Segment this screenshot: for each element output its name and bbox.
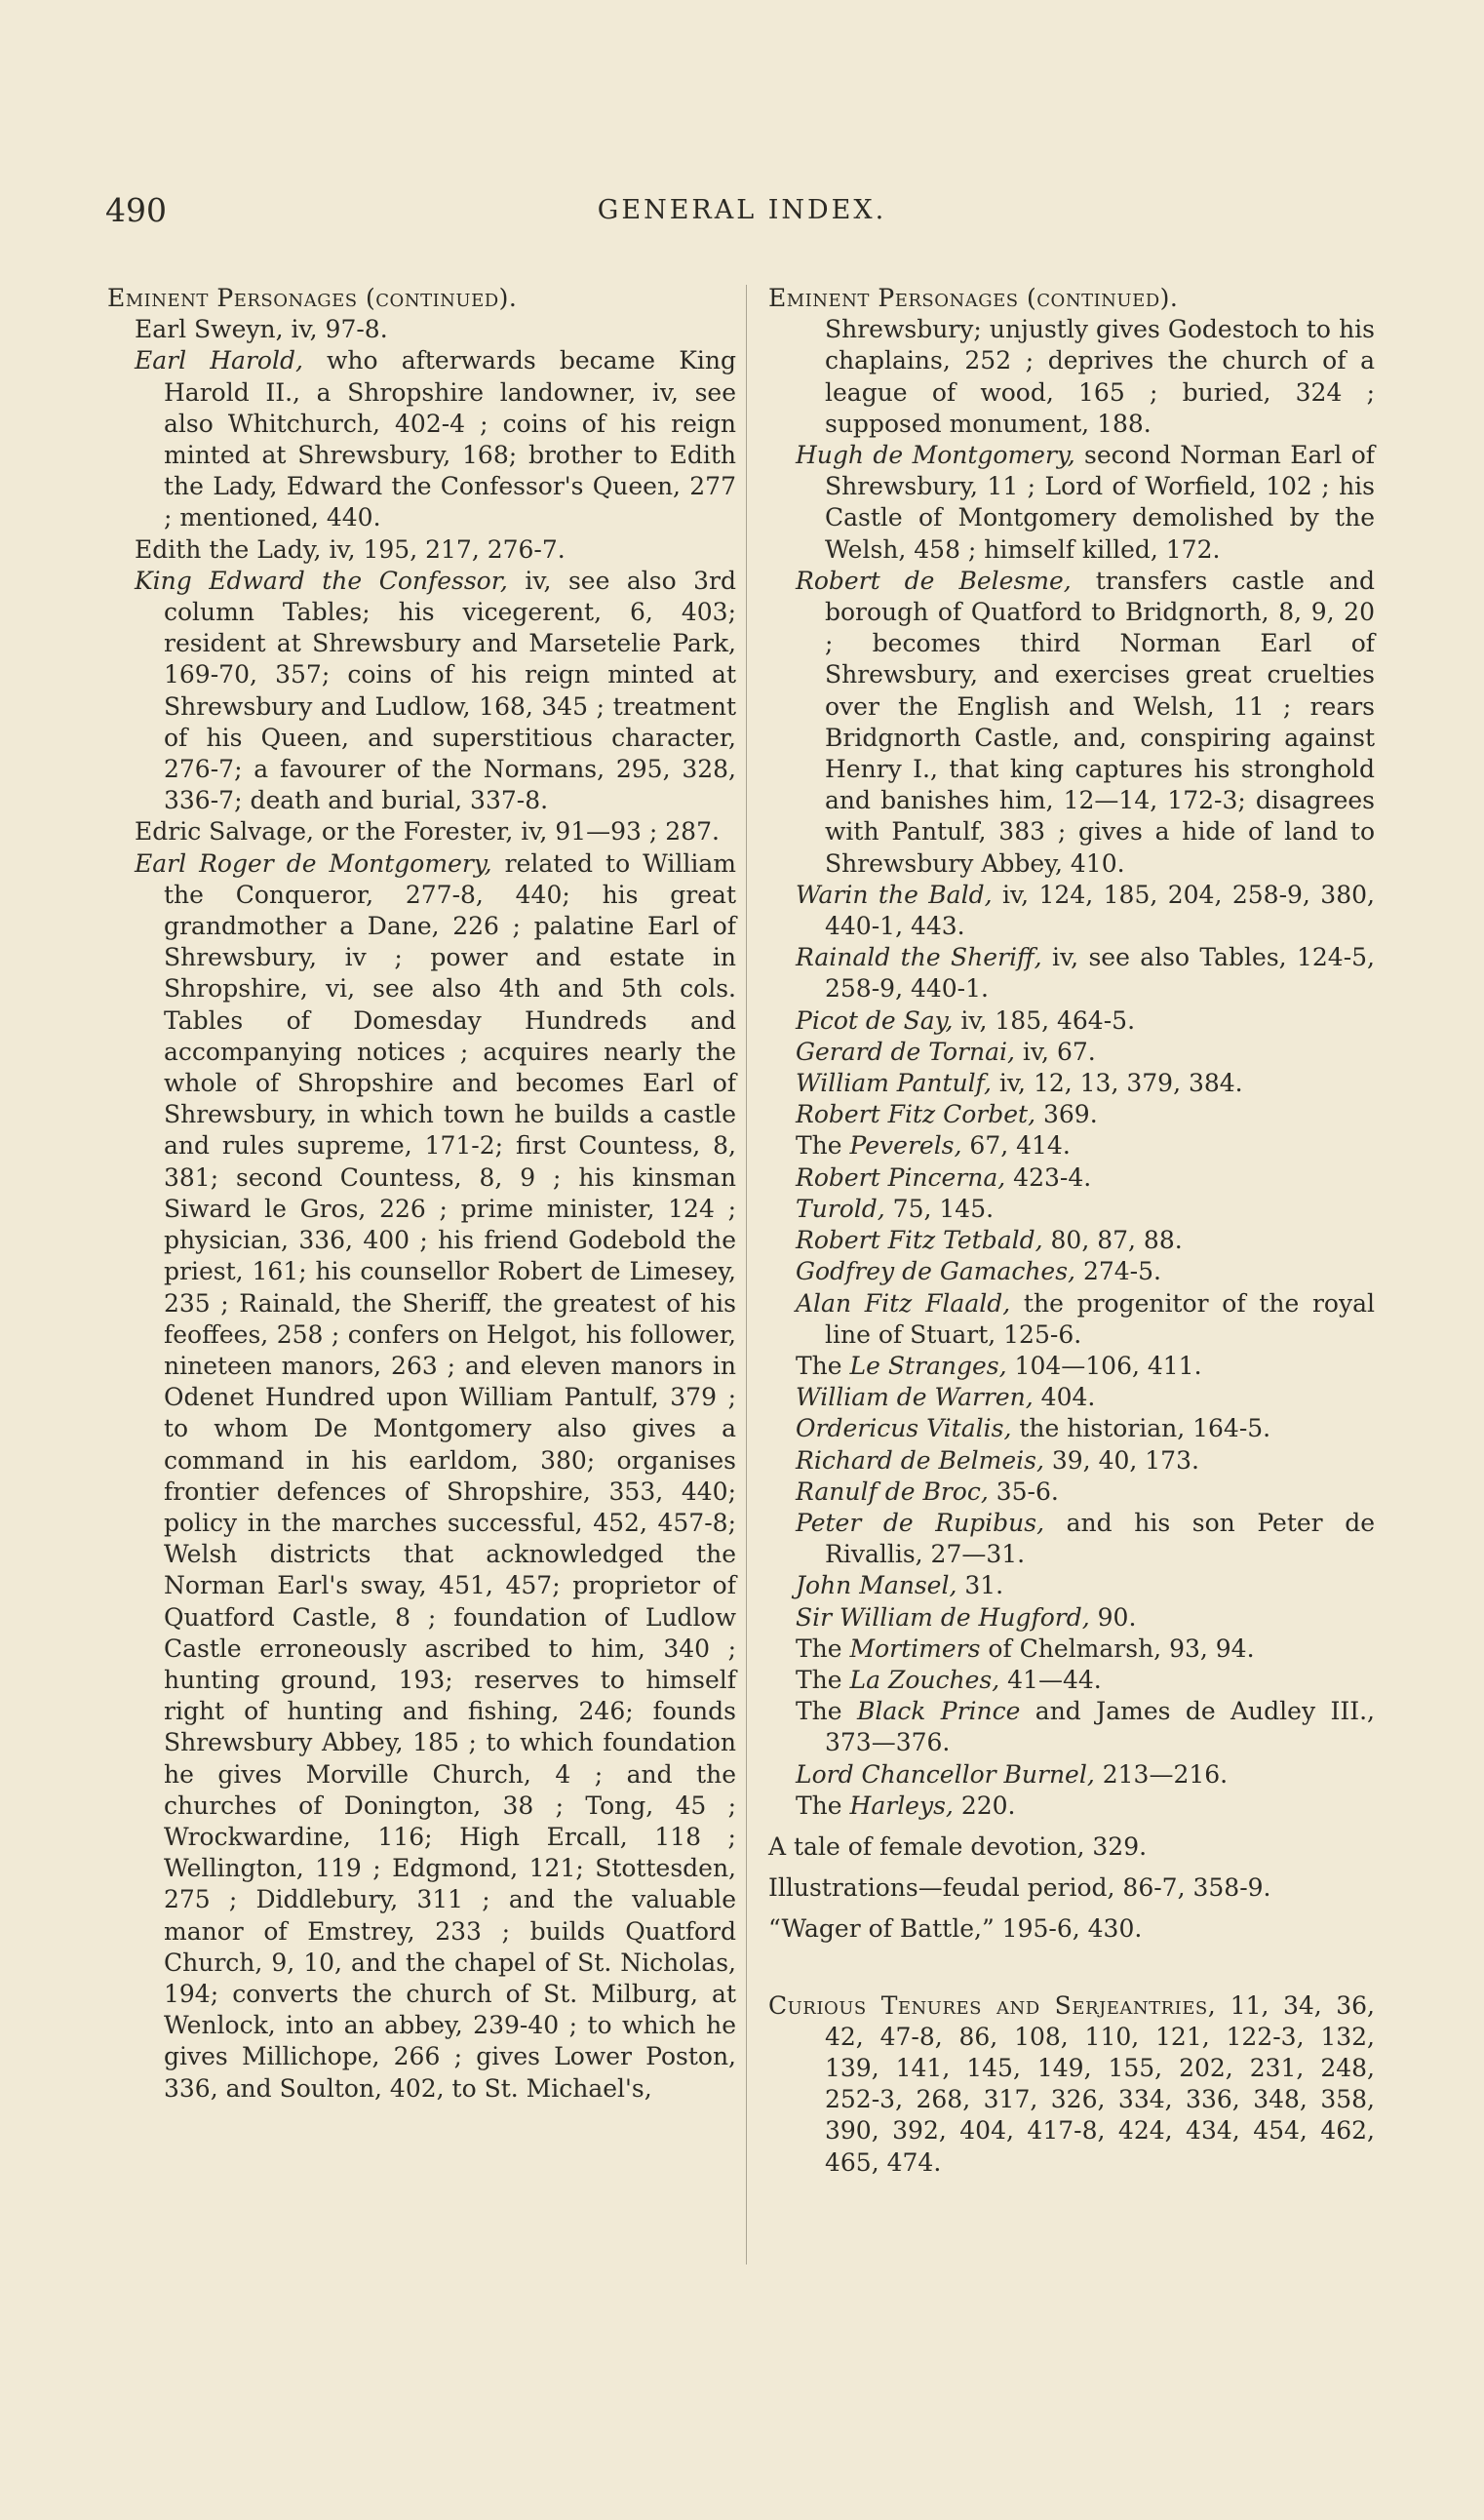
- entry-text: the progenitor of the royal line of Stuart, 125-6.: [825, 1288, 1376, 1349]
- entry-text: iv, 124, 185, 204, 258-9, 380, 440-1, 443.: [825, 880, 1375, 941]
- index-entry: [107, 566, 736, 817]
- index-entry: [107, 314, 736, 345]
- index-entry: [768, 1665, 1375, 1696]
- entry-prefix: The: [796, 1634, 850, 1663]
- section-heading: Eminent Personages (continued).: [107, 284, 518, 312]
- entry-text: 274-5.: [1075, 1257, 1161, 1286]
- entry-text: 404.: [1033, 1383, 1096, 1412]
- entry-name: Picot de Say,: [796, 1005, 954, 1035]
- entry-name: Robert de Belesme,: [796, 566, 1072, 595]
- index-entry-top: Illustrations—feudal period, 86-7, 358-9.: [768, 1873, 1271, 1903]
- entry-name: Earl Harold,: [135, 346, 303, 375]
- page-title: GENERAL INDEX.: [597, 195, 887, 225]
- entry-text: 41—44.: [999, 1665, 1102, 1694]
- index-entry-top: “Wager of Battle,” 195-6, 430.: [768, 1914, 1143, 1944]
- index-entry: [107, 345, 736, 533]
- index-entry: [768, 1005, 1375, 1037]
- entry-name: Peter de Rupibus,: [796, 1508, 1045, 1537]
- index-entry: [768, 1288, 1375, 1351]
- entry-text: iv, see also Tables, 124-5, 258-9, 440-1.: [825, 943, 1375, 1004]
- entry-name: Lord Chancellor Burnel,: [796, 1759, 1095, 1789]
- entry-text: 423-4.: [1005, 1162, 1092, 1192]
- section-heading: Eminent Personages (continued).: [768, 284, 1179, 312]
- index-entry: [768, 566, 1375, 880]
- index-entry: [768, 314, 1375, 440]
- index-entry: [768, 1445, 1375, 1477]
- entry-name: Mortimers: [849, 1634, 981, 1663]
- entry-prefix: The: [796, 1131, 850, 1161]
- index-entry: [768, 1099, 1375, 1130]
- index-entry: [768, 1130, 1375, 1162]
- entry-text: Shrewsbury; unjustly gives Godestoch to his chaplains, 252 ; deprives the church of a league of wood, 165 ; buried, 324 ; supposed monument, 188.: [825, 315, 1375, 438]
- entry-name: Gerard de Tornai,: [796, 1037, 1015, 1066]
- entry-text: related to William the Conqueror, 277-8, 440; his great grandmother a Dane, 226 ; palatine Earl of Shrewsbury, iv ; power and estate in Shropshire, vi, see also 4th and 5th cols. Tables of Domesday Hundreds and accompanying notices ; acquires nearly the whole of Shropshire and becomes Earl of Shrewsbury, in which town he builds a castle and rules supreme, 171-2; first Countess, 8, 381; second Countess, 8, 9 ; his kinsman Siward le Gros, 226 ; prime minister, 124 ; physician, 336, 400 ; his friend Godebold the priest, 161; his counsellor Robert de Limesey, 235 ; Rainald, the Sheriff, the greatest of his feoffees, 258 ; confers on Helgot, his follower, nineteen manors, 263 ; and eleven manors in Odenet Hundred upon William Pantulf, 379 ; to whom De Montgomery also gives a command in his earldom, 380; organises frontier defences of Shropshire, 353, 440; policy in the marches successful, 452, 457-8; Welsh districts that acknowledged the Norman Earl's sway, 451, 457; proprietor of Quatford Castle, 8 ; foundation of Ludlow Castle erroneously ascribed to him, 340 ; hunting ground, 193; reserves to himself right of hunting and fishing, 246; founds Shrewsbury Abbey, 185 ; to which foundation he gives Morville Church, 4 ; and the churches of Donington, 38 ; Tong, 45 ; Wrockwardine, 116; High Ercall, 118 ; Wellington, 119 ; Edgmond, 121; Stottesden, 275 ; Diddlebury, 311 ; and the valuable manor of Emstrey, 233 ; builds Quatford Church, 9, 10, and the chapel of St. Nicholas, 194; converts the church of St. Milburg, at Wenlock, into an abbey, 239-40 ; to which he gives Millichope, 266 ; gives Lower Poston, 336, and Soulton, 402, to St. Michael's,: [164, 848, 737, 2103]
- entry-name: Rainald the Sheriff,: [796, 943, 1042, 972]
- entry-name: Earl Roger de Montgomery,: [135, 848, 492, 878]
- entry-text: iv, see also 3rd column Tables; his vicegerent, 6, 403; resident at Shrewsbury and Marsetelie Park, 169-70, 357; coins of his reign minted at Shrewsbury and Ludlow, 168, 345 ; treatment of his Queen, and superstitious character, 276-7; a favourer of the Normans, 295, 328, 336-7; death and burial, 337-8.: [164, 566, 736, 815]
- index-entry: [768, 1162, 1375, 1194]
- entry-name: William de Warren,: [796, 1383, 1034, 1412]
- index-entry-top: [768, 1990, 1375, 2179]
- entry-text: 67, 414.: [961, 1131, 1071, 1161]
- index-entry: [768, 942, 1375, 1004]
- entry-text: 220.: [953, 1791, 1016, 1820]
- index-entry: [768, 1791, 1375, 1822]
- entry-text: Edric Salvage, or the Forester, iv, 91—93 ; 287.: [135, 817, 720, 847]
- entry-text: 90.: [1089, 1602, 1137, 1632]
- entry-name: Ranulf de Broc,: [796, 1477, 989, 1506]
- index-entry-top: A tale of female devotion, 329.: [768, 1831, 1148, 1861]
- entry-text: 80, 87, 88.: [1042, 1226, 1183, 1255]
- page-header: [0, 191, 1484, 240]
- index-entry: [768, 1413, 1375, 1444]
- index-entry: [768, 1225, 1375, 1256]
- index-entry: [768, 880, 1375, 942]
- entry-name: Ordericus Vitalis,: [796, 1414, 1012, 1443]
- index-entry: [768, 1256, 1375, 1287]
- column-divider: [746, 285, 747, 2264]
- entry-name: Robert Fitz Tetbald,: [796, 1226, 1043, 1255]
- page-number: 490: [105, 191, 167, 229]
- index-entry: [768, 1759, 1375, 1791]
- entry-name: King Edward the Confessor,: [135, 566, 508, 595]
- entry-text: who afterwards became King Harold II., a Shropshire landowner, iv, see also Whitchurch, 402-4 ; coins of his reign minted at Shrewsbury, 168; brother to Edith the Lady, Edward the Confessor's Queen, 277 ; mentioned, 440.: [164, 346, 736, 532]
- entry-text: and James de Audley III., 373—376.: [825, 1697, 1375, 1757]
- entry-text: 104—106, 411.: [1006, 1351, 1202, 1380]
- entry-text: Earl Sweyn, iv, 97-8.: [135, 315, 388, 344]
- entry-text: the historian, 164-5.: [1011, 1414, 1271, 1443]
- entry-name: Black Prince: [856, 1697, 1021, 1726]
- index-entry: [768, 1194, 1375, 1225]
- entry-text: 75, 145.: [884, 1194, 995, 1223]
- entry-name: Sir William de Hugford,: [796, 1602, 1090, 1632]
- entry-text: iv, 67.: [1014, 1037, 1096, 1066]
- entry-name: Alan Fitz Flaald,: [796, 1288, 1011, 1318]
- entry-name: Robert Fitz Corbet,: [796, 1100, 1036, 1129]
- index-entry: [107, 848, 736, 2105]
- entry-text: 213—216.: [1094, 1759, 1229, 1789]
- index-entry: [768, 1037, 1375, 1068]
- entry-text: 31.: [957, 1571, 1004, 1600]
- entry-prefix: The: [796, 1351, 850, 1380]
- index-entry: [768, 1634, 1375, 1665]
- entry-name: Peverels,: [849, 1131, 962, 1161]
- index-entry: [107, 534, 736, 566]
- entry-heading: Curious Tenures and Serjeantries,: [768, 1990, 1217, 2020]
- index-entry: [768, 1508, 1375, 1570]
- entry-name: Robert Pincerna,: [796, 1162, 1006, 1192]
- entry-text: 11, 34, 36, 42, 47-8, 86, 108, 110, 121, 122-3, 132, 139, 141, 145, 149, 155, 202, 231, 248, 252-3, 268, 317, 326, 334, 336, 348, 358, 390, 392, 404, 417-8, 424, 434, 454, 462, 465, 474.: [825, 1990, 1375, 2177]
- entry-text: iv, 185, 464-5.: [953, 1005, 1136, 1035]
- entry-name: Harleys,: [849, 1791, 954, 1820]
- entry-name: Godfrey de Gamaches,: [796, 1257, 1075, 1286]
- entry-text: 369.: [1035, 1100, 1098, 1129]
- entry-text: and his son Peter de Rivallis, 27—31.: [825, 1508, 1375, 1569]
- index-entry: [768, 440, 1375, 566]
- entry-name: Warin the Bald,: [796, 880, 993, 909]
- index-entry: [768, 1477, 1375, 1508]
- index-entry: [768, 1068, 1375, 1099]
- entry-name: Hugh de Montgomery,: [796, 441, 1075, 470]
- entry-prefix: The: [796, 1665, 850, 1694]
- index-entry: [768, 1351, 1375, 1382]
- entry-prefix: The: [796, 1697, 857, 1726]
- entry-text: of Chelmarsh, 93, 94.: [980, 1634, 1255, 1663]
- entry-text: 35-6.: [988, 1477, 1059, 1506]
- entry-text: iv, 12, 13, 379, 384.: [991, 1069, 1243, 1098]
- entry-text: Edith the Lady, iv, 195, 217, 276-7.: [135, 534, 566, 564]
- entry-name: La Zouches,: [849, 1665, 1000, 1694]
- entry-text: second Norman Earl of Shrewsbury, 11 ; Lord of Worfield, 102 ; his Castle of Montgomery demolished by the Welsh, 458 ; himself killed, 172.: [825, 441, 1375, 564]
- index-entry: [768, 1382, 1375, 1413]
- entry-text: transfers castle and borough of Quatford to Bridgnorth, 8, 9, 20 ; becomes third Norman Earl of Shrewsbury, and exercises great cruelties over the English and Welsh, 11 ; rears Bridgnorth Castle, and, conspiring against Henry I., that king captures his stronghold and banishes him, 12—14, 172-3; disagrees with Pantulf, 383 ; gives a hide of land to Shrewsbury Abbey, 410.: [825, 566, 1375, 878]
- entry-name: Turold,: [796, 1194, 885, 1223]
- entry-name: John Mansel,: [796, 1571, 957, 1600]
- index-column-right: [768, 283, 1375, 2179]
- entry-prefix: The: [796, 1791, 850, 1820]
- index-entry: [768, 1570, 1375, 1601]
- index-column-left: [107, 283, 736, 2105]
- entry-name: Richard de Belmeis,: [796, 1445, 1044, 1475]
- section-spacer: [768, 1946, 1375, 1990]
- index-entry: [768, 1696, 1375, 1758]
- index-entry: [107, 816, 736, 847]
- entry-name: William Pantulf,: [796, 1069, 992, 1098]
- entry-name: Le Stranges,: [849, 1351, 1007, 1380]
- index-entry: [768, 1602, 1375, 1634]
- entry-text: 39, 40, 173.: [1043, 1445, 1199, 1475]
